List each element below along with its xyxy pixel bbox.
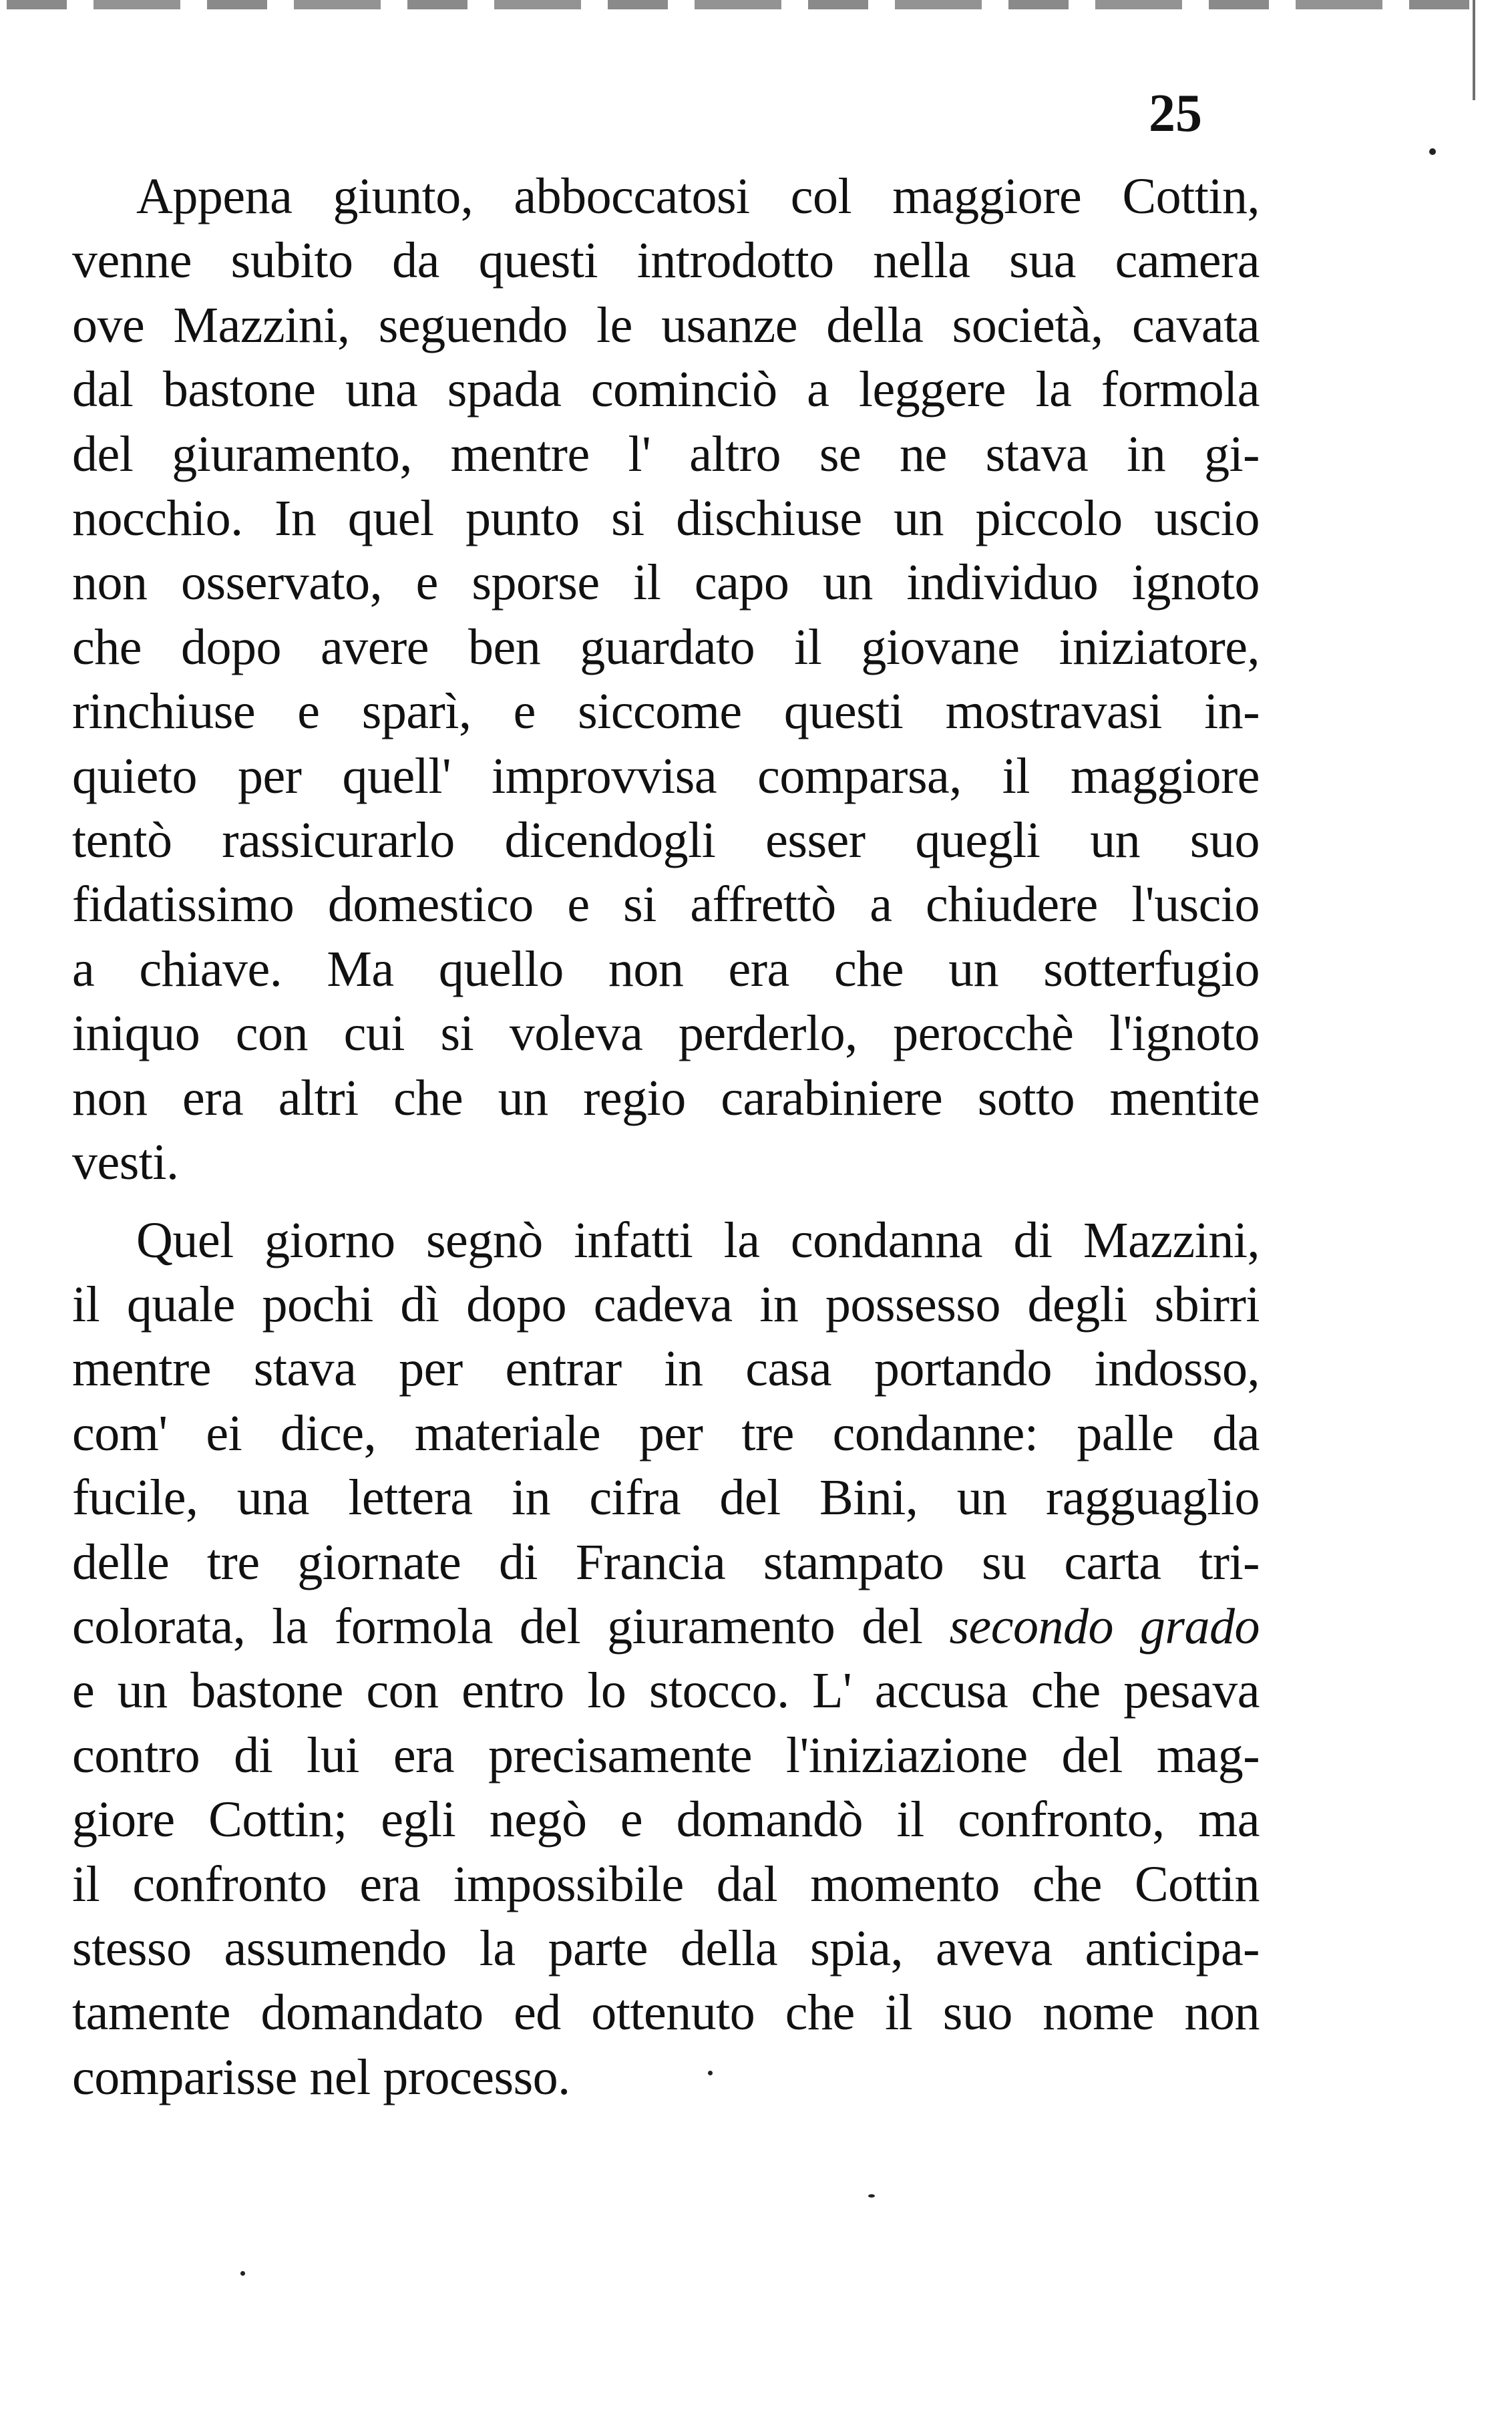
text-line: delle tre giornate di Francia stampato su carta tri-	[72, 1534, 1260, 1590]
text-line: venne subito da questi introdotto nella sua camera	[72, 232, 1260, 289]
text-line: nocchio. In quel punto si dischiuse un piccolo uscio	[72, 490, 1260, 547]
text-line: fucile, una lettera in cifra del Bini, un ragguaglio	[72, 1470, 1260, 1526]
text-line: giore Cottin; egli negò e domandò il confronto, ma	[72, 1791, 1260, 1848]
text-line: e un bastone con entro lo stocco. L' accusa che pesava	[72, 1663, 1260, 1719]
text-line: colorata, la formola del giuramento del secondo grado	[72, 1598, 1260, 1655]
text-line: tamente domandato ed ottenuto che il suo nome non	[72, 1985, 1260, 2041]
paragraph-1	[72, 164, 1260, 1195]
text-line: a chiave. Ma quello non era che un sotterfugio	[72, 940, 1260, 997]
body-text	[72, 164, 1260, 2109]
text-line: non era altri che un regio carabiniere sotto mentite	[72, 1069, 1260, 1126]
text-line: mentre stava per entrar in casa portando indosso,	[72, 1341, 1260, 1397]
text-line: com' ei dice, materiale per tre condanne: palle da	[72, 1405, 1260, 1461]
paragraph-2	[72, 1208, 1260, 2110]
text-line: stesso assumendo la parte della spia, aveva anticipa-	[72, 1920, 1260, 1976]
speck	[868, 2194, 875, 2198]
text-line: che dopo avere ben guardato il giovane iniziatore,	[72, 619, 1260, 675]
text-line: Quel giorno segnò infatti la condanna di Mazzini,	[136, 1212, 1260, 1268]
text-line: quieto per quell' improvvisa comparsa, il maggiore	[72, 747, 1260, 804]
text-line: il quale pochi dì dopo cadeva in possesso degli sbirri	[72, 1276, 1260, 1333]
text-line: iniquo con cui si voleva perderlo, perocchè l'ignoto	[72, 1005, 1260, 1062]
page-number: 25	[1149, 84, 1202, 143]
text-line: il confronto era impossibile dal momento che Cottin	[72, 1856, 1260, 1912]
text-line: dal bastone una spada cominciò a leggere la formola	[72, 361, 1260, 418]
italic-phrase: secondo grado	[949, 1598, 1260, 1655]
right-edge-artifact	[1473, 0, 1475, 100]
text-line: fidatissimo domestico e si affrettò a chiudere l'uscio	[72, 876, 1260, 933]
text-line: ove Mazzini, seguendo le usanze della società, cavata	[72, 297, 1260, 353]
text-line: non osservato, e sporse il capo un individuo ignoto	[72, 554, 1260, 611]
text-line: comparisse nel processo.	[72, 2049, 570, 2105]
speck	[1429, 148, 1436, 155]
text-line: Appena giunto, abboccatosi col maggiore Cottin,	[136, 168, 1260, 224]
speck	[240, 2271, 245, 2276]
text-line: contro di lui era precisamente l'iniziazione del mag-	[72, 1727, 1260, 1783]
text-line: del giuramento, mentre l' altro se ne stava in gi-	[72, 425, 1260, 482]
text-line: tentò rassicurarlo dicendogli esser quegli un suo	[72, 812, 1260, 869]
top-edge-artifact	[7, 0, 1476, 9]
text-line: vesti.	[72, 1134, 179, 1191]
text-line: rinchiuse e sparì, e siccome questi mostravasi in-	[72, 683, 1260, 740]
